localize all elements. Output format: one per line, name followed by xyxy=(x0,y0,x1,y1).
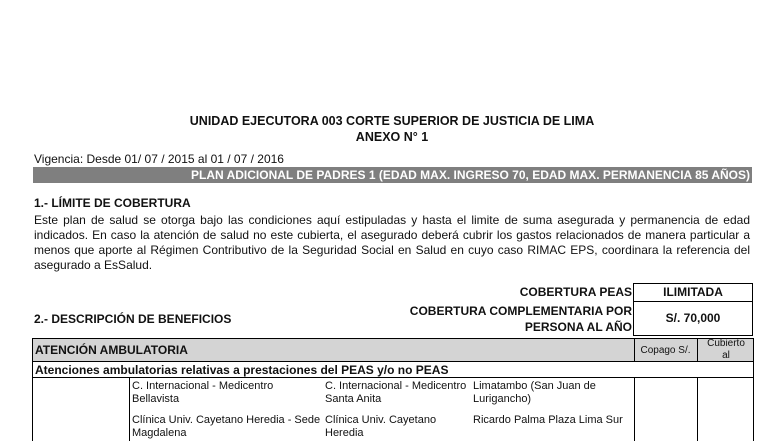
section2-heading: 2.- DESCRIPCIÓN DE BENEFICIOS xyxy=(34,312,232,326)
cubierto-header-line1: Cubierto xyxy=(707,338,745,349)
section1-heading: 1.- LÍMITE DE COBERTURA xyxy=(34,196,191,210)
ambulatory-subheader: Atenciones ambulatorias relativas a prestaciones del PEAS y/o no PEAS xyxy=(35,363,449,377)
list-item: C. Internacional - Medicentro Bellavista xyxy=(132,380,274,405)
complementary-label-line1: COBERTURA COMPLEMENTARIA POR xyxy=(409,304,632,318)
peas-value: ILIMITADA xyxy=(633,283,753,302)
divider xyxy=(753,378,754,441)
cubierto-header-line2: al xyxy=(722,350,730,361)
complementary-value: S/. 70,000 xyxy=(633,301,753,336)
complementary-label-line2: PERSONA AL AÑO xyxy=(524,320,632,334)
divider xyxy=(697,378,698,441)
cubierto-column-header xyxy=(698,338,754,362)
copago-column-header: Copago S/. xyxy=(640,345,691,356)
section1-body: Este plan de salud se otorga bajo las condiciones aquí estipuladas y hasta el limite de suma asegurada y permanencia de edad indicados. En caso la atención de salud no este cubierta, el asegurado deberá cubrir los gastos relacionados de manera particular a menos que aporte al Régimen Contributivo de la Seguridad Social en Salud en cuyo caso RIMAC EPS, coordinara la referencia del asegurado a EsSalud. xyxy=(34,213,750,272)
peas-label: COBERTURA PEAS xyxy=(519,285,632,299)
validity-text: Vigencia: Desde 01/ 07 / 2015 al 01 / 07 / 2016 xyxy=(34,152,284,166)
list-item: Clínica Univ. Cayetano Heredia - Sede Magdalena xyxy=(132,414,321,439)
document-title: UNIDAD EJECUTORA 003 CORTE SUPERIOR DE JUSTICIA DE LIMA xyxy=(189,114,595,128)
list-item: Clínica Univ. Cayetano Heredia xyxy=(325,414,437,439)
annex-title: ANEXO N° 1 xyxy=(355,130,429,144)
list-item: Limatambo (San Juan de Lurigancho) xyxy=(473,380,596,405)
divider xyxy=(129,378,130,441)
benefits-table xyxy=(32,338,754,441)
divider xyxy=(32,378,33,441)
plan-banner: PLAN ADICIONAL DE PADRES 1 (EDAD MAX. INGRESO 70, EDAD MAX. PERMANENCIA 85 AÑOS) xyxy=(33,167,752,183)
ambulatory-header: ATENCIÓN AMBULATORIA xyxy=(35,343,188,357)
list-item: C. Internacional - Medicentro Santa Anita xyxy=(325,380,467,405)
list-item: Ricardo Palma Plaza Lima Sur xyxy=(473,414,623,426)
divider xyxy=(634,378,635,441)
